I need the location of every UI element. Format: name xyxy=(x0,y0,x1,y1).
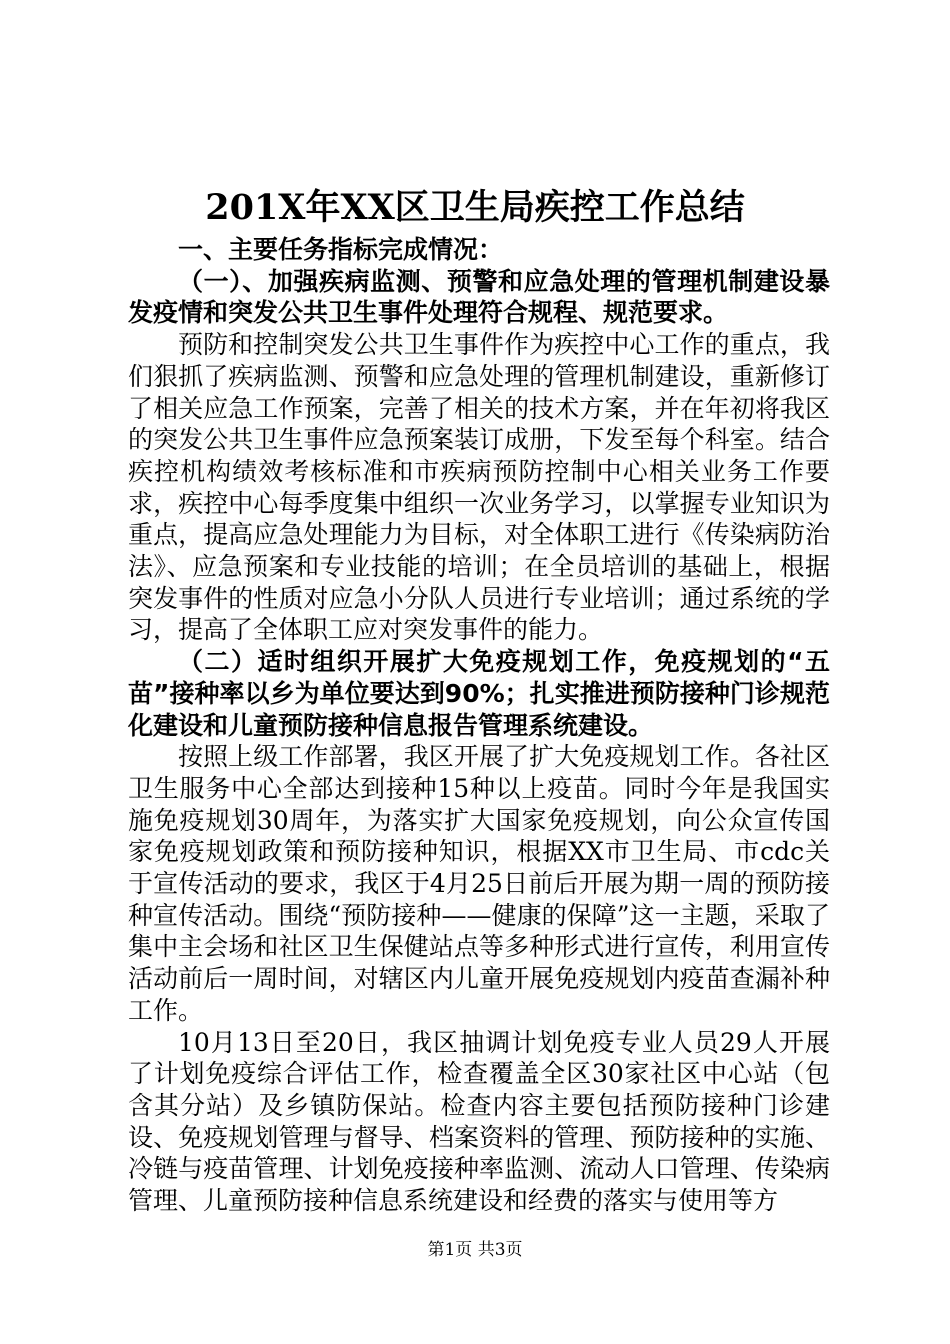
paragraph-emergency-response: 预防和控制突发公共卫生事件作为疾控中心工作的重点，我们狠抓了疾病监测、预警和应急处理的管理机制建设，重新修订了相关应急工作预案，完善了相关的技术方案，并在年初将我区的突发公共卫生事件应急预案装订成册，下发至每个科室。结合疾控机构绩效考核标准和市疾病预防控制中心相关业务工作要求，疾控中心每季度集中组织一次业务学习，以掌握专业知识为重点，提高应急处理能力为目标，对全体职工进行《传染病防治法》、应急预案和专业技能的培训；在全员培训的基础上，根据突发事件的性质对应急小分队人员进行专业培训；通过系统的学习，提高了全体职工应对突发事件的能力。 xyxy=(128,330,830,645)
paragraph-immunization-campaign: 按照上级工作部署，我区开展了扩大免疫规划工作。各社区卫生服务中心全部达到接种15种以上疫苗。同时今年是我国实施免疫规划30周年，为落实扩大国家免疫规划，向公众宣传国家免疫规划政策和预防接种知识，根据XX市卫生局、市cdc关于宣传活动的要求，我区于4月25日前后开展为期一周的预防接种宣传活动。围绕“预防接种——健康的保障”这一主题，采取了集中主会场和社区卫生保健站点等多种形式进行宣传，利用宣传活动前后一周时间，对辖区内儿童开展免疫规划内疫苗查漏补种工作。 xyxy=(128,742,830,1025)
subsection-heading-disease-monitoring: （一）、加强疾病监测、预警和应急处理的管理机制建设暴发疫情和突发公共卫生事件处理符合规程、规范要求。 xyxy=(128,266,830,328)
document-title: 201X年XX区卫生局疾控工作总结 xyxy=(205,187,745,228)
section-heading-main-tasks: 一、主要任务指标完成情况： xyxy=(178,235,504,264)
paragraph-immunization-evaluation: 10月13日至20日，我区抽调计划免疫专业人员29人开展了计划免疫综合评估工作，检查覆盖全区30家社区中心站（包含其分站）及乡镇防保站。检查内容主要包括预防接种门诊建设、免疫规划管理与督导、档案资料的管理、预防接种的实施、冷链与疫苗管理、计划免疫接种率监测、流动人口管理、传染病管理、儿童预防接种信息系统建设和经费的落实与使用等方 xyxy=(128,1027,830,1216)
subsection-heading-immunization: （二）适时组织开展扩大免疫规划工作，免疫规划的“五苗”接种率以乡为单位要达到90%；扎实推进预防接种门诊规范化建设和儿童预防接种信息报告管理系统建设。 xyxy=(128,647,830,740)
document-body xyxy=(128,234,830,1217)
page-number-footer: 第1页 共3页 xyxy=(427,1240,523,1260)
